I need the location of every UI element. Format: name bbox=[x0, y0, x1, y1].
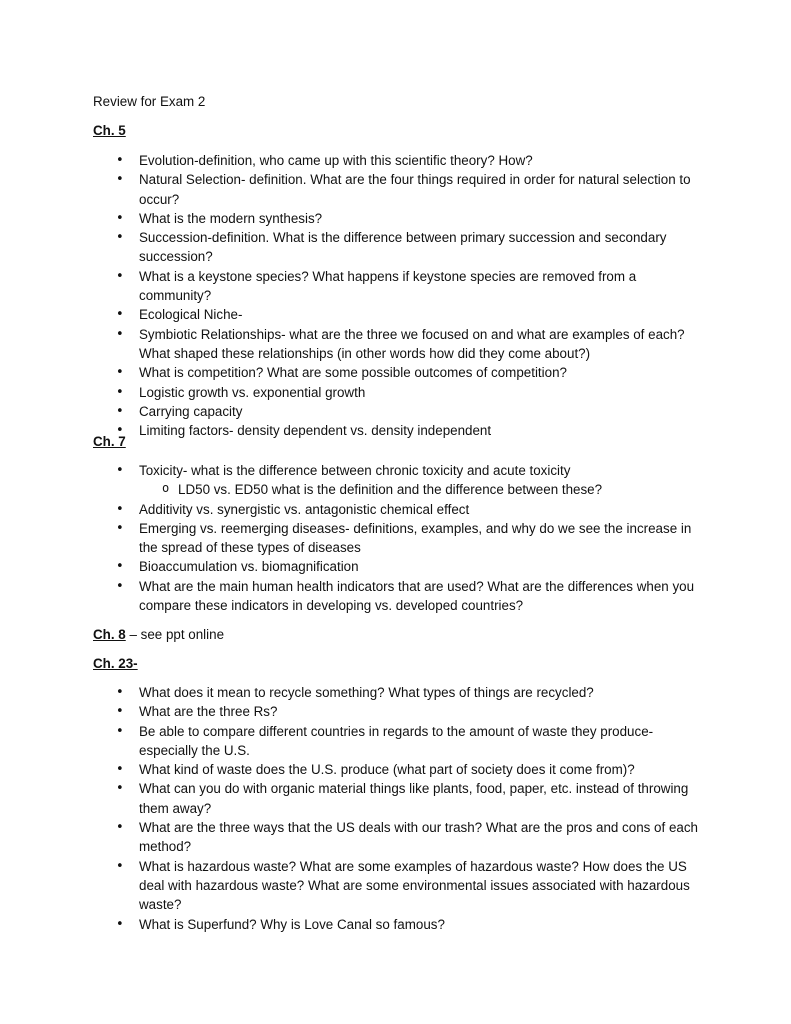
ch23-bullet-list bbox=[0, 683, 791, 934]
ch5-bullet-list bbox=[0, 151, 791, 440]
list-item: • What can you do with organic material things like plants, food, paper, etc. instead of throwing them away? bbox=[0, 779, 791, 818]
section-heading-ch23 bbox=[93, 654, 138, 673]
list-item: • Natural Selection- definition. What are the four things required in order for natural selection to occur? bbox=[0, 170, 791, 209]
list-item: • Limiting factors- density dependent vs. density independent bbox=[0, 421, 791, 440]
list-item: • What are the three Rs? bbox=[0, 702, 791, 721]
sub-bullet-list bbox=[139, 480, 711, 499]
list-item: • Emerging vs. reemerging diseases- definitions, examples, and why do we see the increase in the spread of these types of diseases bbox=[0, 519, 791, 558]
list-item: • Bioaccumulation vs. biomagnification bbox=[0, 557, 791, 576]
list-item: • What are the three ways that the US deals with our trash? What are the pros and cons of each method? bbox=[0, 818, 791, 857]
section-note: – see ppt online bbox=[125, 627, 225, 642]
sub-list-item-text: LD50 vs. ED50 what is the definition and the difference between these? bbox=[178, 482, 603, 498]
list-item: • What kind of waste does the U.S. produce (what part of society does it come from)? bbox=[0, 760, 791, 779]
list-item: • What are the main human health indicators that are used? What are the differences when you compare these indicators in developing vs. developed countries? bbox=[0, 577, 791, 616]
list-item: • What does it mean to recycle something? What types of things are recycled? bbox=[0, 683, 791, 702]
section-label: Ch. 23- bbox=[93, 656, 138, 671]
list-item: • Succession-definition. What is the difference between primary succession and secondary succession? bbox=[0, 228, 791, 267]
list-item: • What is the modern synthesis? bbox=[0, 209, 791, 228]
list-item: • Evolution-definition, who came up with this scientific theory? How? bbox=[0, 151, 791, 170]
sub-list-item bbox=[139, 480, 711, 499]
section-label: Ch. 5 bbox=[93, 123, 126, 138]
list-item bbox=[0, 461, 791, 500]
list-item: • Be able to compare different countries in regards to the amount of waste they produce- especially the U.S. bbox=[0, 722, 791, 761]
list-item: • Ecological Niche- bbox=[0, 305, 791, 324]
list-item: • What is Superfund? Why is Love Canal so famous? bbox=[0, 915, 791, 934]
section-heading-ch7 bbox=[93, 432, 126, 451]
list-item: • What is a keystone species? What happens if keystone species are removed from a community? bbox=[0, 267, 791, 306]
ch7-bullet-list bbox=[0, 461, 791, 615]
list-item: • What is competition? What are some possible outcomes of competition? bbox=[0, 363, 791, 382]
list-item: • Additivity vs. synergistic vs. antagonistic chemical effect bbox=[0, 500, 791, 519]
list-item: • What is hazardous waste? What are some examples of hazardous waste? How does the US deal with hazardous waste? What are some environmental issues associated with hazardous waste? bbox=[0, 857, 791, 915]
section-label: Ch. 7 bbox=[93, 434, 126, 449]
list-item: • Logistic growth vs. exponential growth bbox=[0, 383, 791, 402]
document-title: Review for Exam 2 bbox=[93, 94, 206, 109]
list-item-text: Toxicity- what is the difference between chronic toxicity and acute toxicity bbox=[139, 463, 571, 478]
section-heading-ch8 bbox=[93, 625, 224, 644]
list-item: • Carrying capacity bbox=[0, 402, 791, 421]
section-label: Ch. 8 bbox=[93, 627, 126, 642]
section-heading-ch5 bbox=[93, 121, 126, 140]
list-item: • Symbiotic Relationships- what are the three we focused on and what are examples of each? What shaped these relationships (in other words how did they come about?) bbox=[0, 325, 791, 364]
